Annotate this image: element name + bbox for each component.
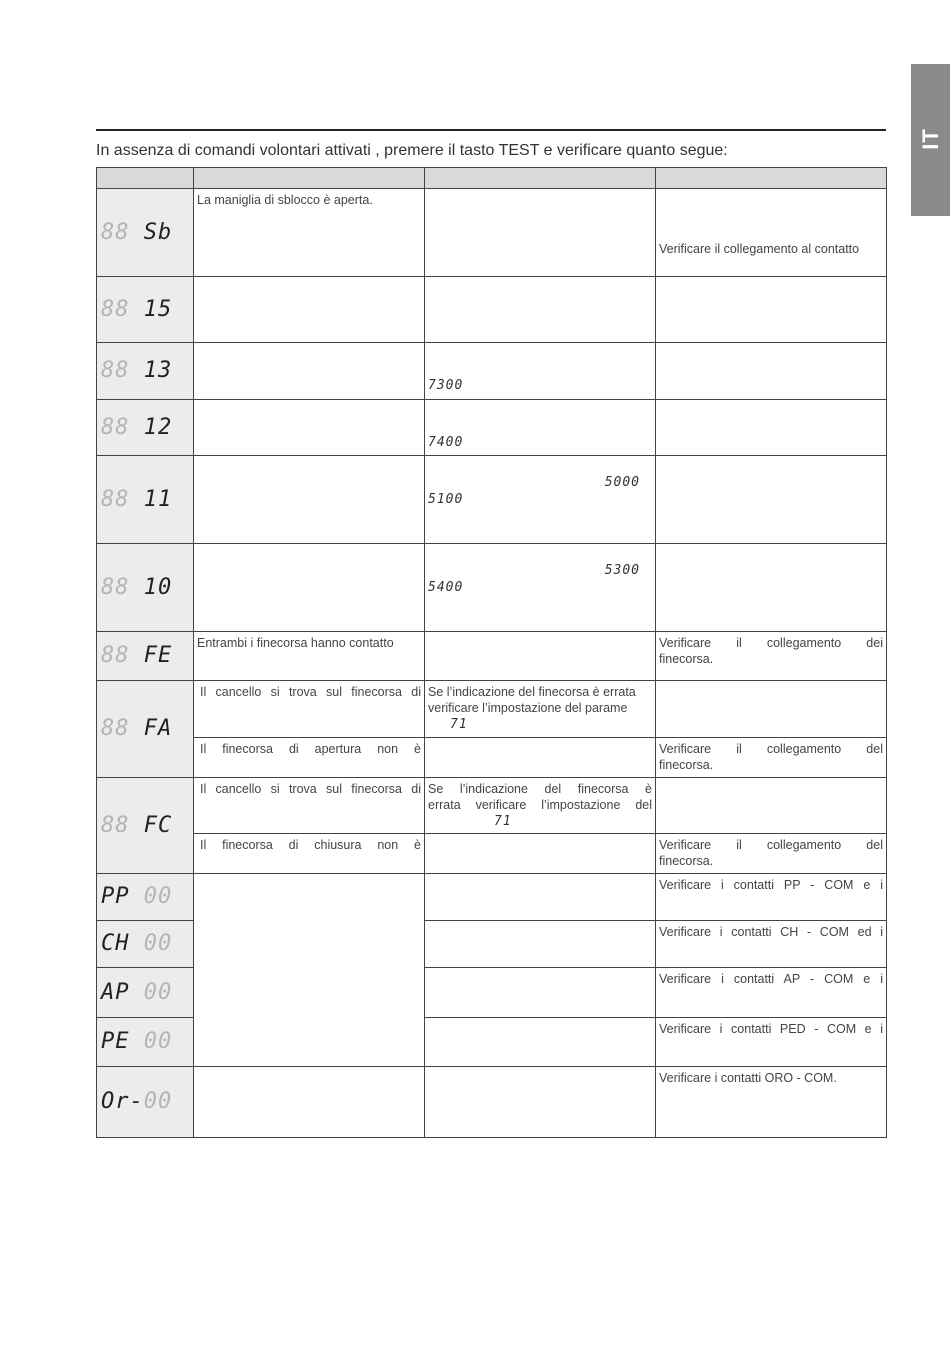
cause-cell: [194, 1067, 425, 1138]
remedy-cell: Verificare i contatti AP - COM e i: [656, 968, 887, 1018]
remedy-cell: Verificare il collegamento al contatto: [656, 189, 887, 277]
language-tab-label: IT: [917, 128, 943, 150]
remedy-cell: Verificare i contatti PED - COM e i: [656, 1018, 887, 1067]
cause-cell: [194, 874, 425, 1067]
remedy-cell: [656, 456, 887, 544]
check-cell: Se l’indicazione del finecorsa è errata verificare l’impostazione del parame 71: [425, 681, 656, 738]
intro-text: In assenza di comandi volontari attivati , premere il tasto TEST e verificare quanto segue:: [96, 142, 728, 159]
display-code: 88 13: [97, 343, 194, 400]
table-row: [97, 632, 887, 681]
cause-cell: Entrambi i finecorsa hanno contatto: [194, 632, 425, 681]
remedy-cell: Verificare i contatti ORO - COM.: [656, 1067, 887, 1138]
remedy-cell: [656, 544, 887, 632]
display-code: 88 15: [97, 277, 194, 343]
remedy-cell: Verificare il collegamento dei finecorsa.: [656, 632, 887, 681]
header-cell-display: [97, 168, 194, 189]
table-row: [97, 738, 887, 778]
table-row: [97, 189, 887, 277]
cause-cell: [194, 544, 425, 632]
cause-cell: Il cancello si trova sul finecorsa di: [194, 681, 425, 738]
display-code: Or-00: [97, 1067, 194, 1138]
cause-cell: [194, 277, 425, 343]
display-code: 88 FC: [97, 778, 194, 874]
check-cell: [425, 738, 656, 778]
table-row: [97, 343, 887, 400]
cause-cell: Il finecorsa di chiusura non è: [194, 834, 425, 874]
table-row: [97, 1067, 887, 1138]
display-code: 88 10: [97, 544, 194, 632]
table-header-row: [97, 168, 887, 189]
display-code: 88 11: [97, 456, 194, 544]
check-cell: [425, 1018, 656, 1067]
table-row: [97, 834, 887, 874]
remedy-cell: Verificare i contatti CH - COM ed i: [656, 921, 887, 968]
header-rule: [96, 129, 886, 131]
check-cell: [425, 874, 656, 921]
display-code: 88 FA: [97, 681, 194, 778]
check-cell: 7300: [425, 343, 656, 400]
remedy-cell: Verificare il collegamento del finecorsa.: [656, 738, 887, 778]
check-cell: 5300 5400: [425, 544, 656, 632]
remedy-cell: [656, 343, 887, 400]
cause-cell: [194, 400, 425, 456]
display-code: 88 Sb: [97, 189, 194, 277]
check-cell: [425, 968, 656, 1018]
remedy-cell: [656, 277, 887, 343]
check-cell: [425, 277, 656, 343]
cause-cell: Il finecorsa di apertura non è: [194, 738, 425, 778]
cause-cell: La maniglia di sblocco è aperta.: [194, 189, 425, 277]
check-cell: [425, 632, 656, 681]
cause-cell: Il cancello si trova sul finecorsa di: [194, 778, 425, 834]
check-cell: 5000 5100: [425, 456, 656, 544]
display-code: PE 00: [97, 1018, 194, 1067]
table-row: [97, 681, 887, 738]
table-row: [97, 277, 887, 343]
display-code: CH 00: [97, 921, 194, 968]
check-cell: [425, 921, 656, 968]
remedy-cell: Verificare i contatti PP - COM e i: [656, 874, 887, 921]
header-cell-check: [425, 168, 656, 189]
check-cell: [425, 834, 656, 874]
table-row: [97, 874, 887, 921]
display-code: 88 FE: [97, 632, 194, 681]
diagnostics-table: [96, 167, 887, 1138]
remedy-cell: [656, 681, 887, 738]
check-cell: [425, 189, 656, 277]
check-cell: [425, 1067, 656, 1138]
display-code: AP 00: [97, 968, 194, 1018]
table-row: [97, 400, 887, 456]
remedy-cell: [656, 778, 887, 834]
language-tab: [911, 64, 950, 216]
remedy-cell: Verificare il collegamento del finecorsa.: [656, 834, 887, 874]
display-code: 88 12: [97, 400, 194, 456]
check-cell: 7400: [425, 400, 656, 456]
remedy-cell: [656, 400, 887, 456]
table-row: [97, 544, 887, 632]
table-row: [97, 456, 887, 544]
check-cell: Se l’indicazione del finecorsa è errata verificare l’impostazione del 71: [425, 778, 656, 834]
cause-cell: [194, 456, 425, 544]
header-cell-remedy: [656, 168, 887, 189]
cause-cell: [194, 343, 425, 400]
header-cell-cause: [194, 168, 425, 189]
table-row: [97, 778, 887, 834]
display-code: PP 00: [97, 874, 194, 921]
